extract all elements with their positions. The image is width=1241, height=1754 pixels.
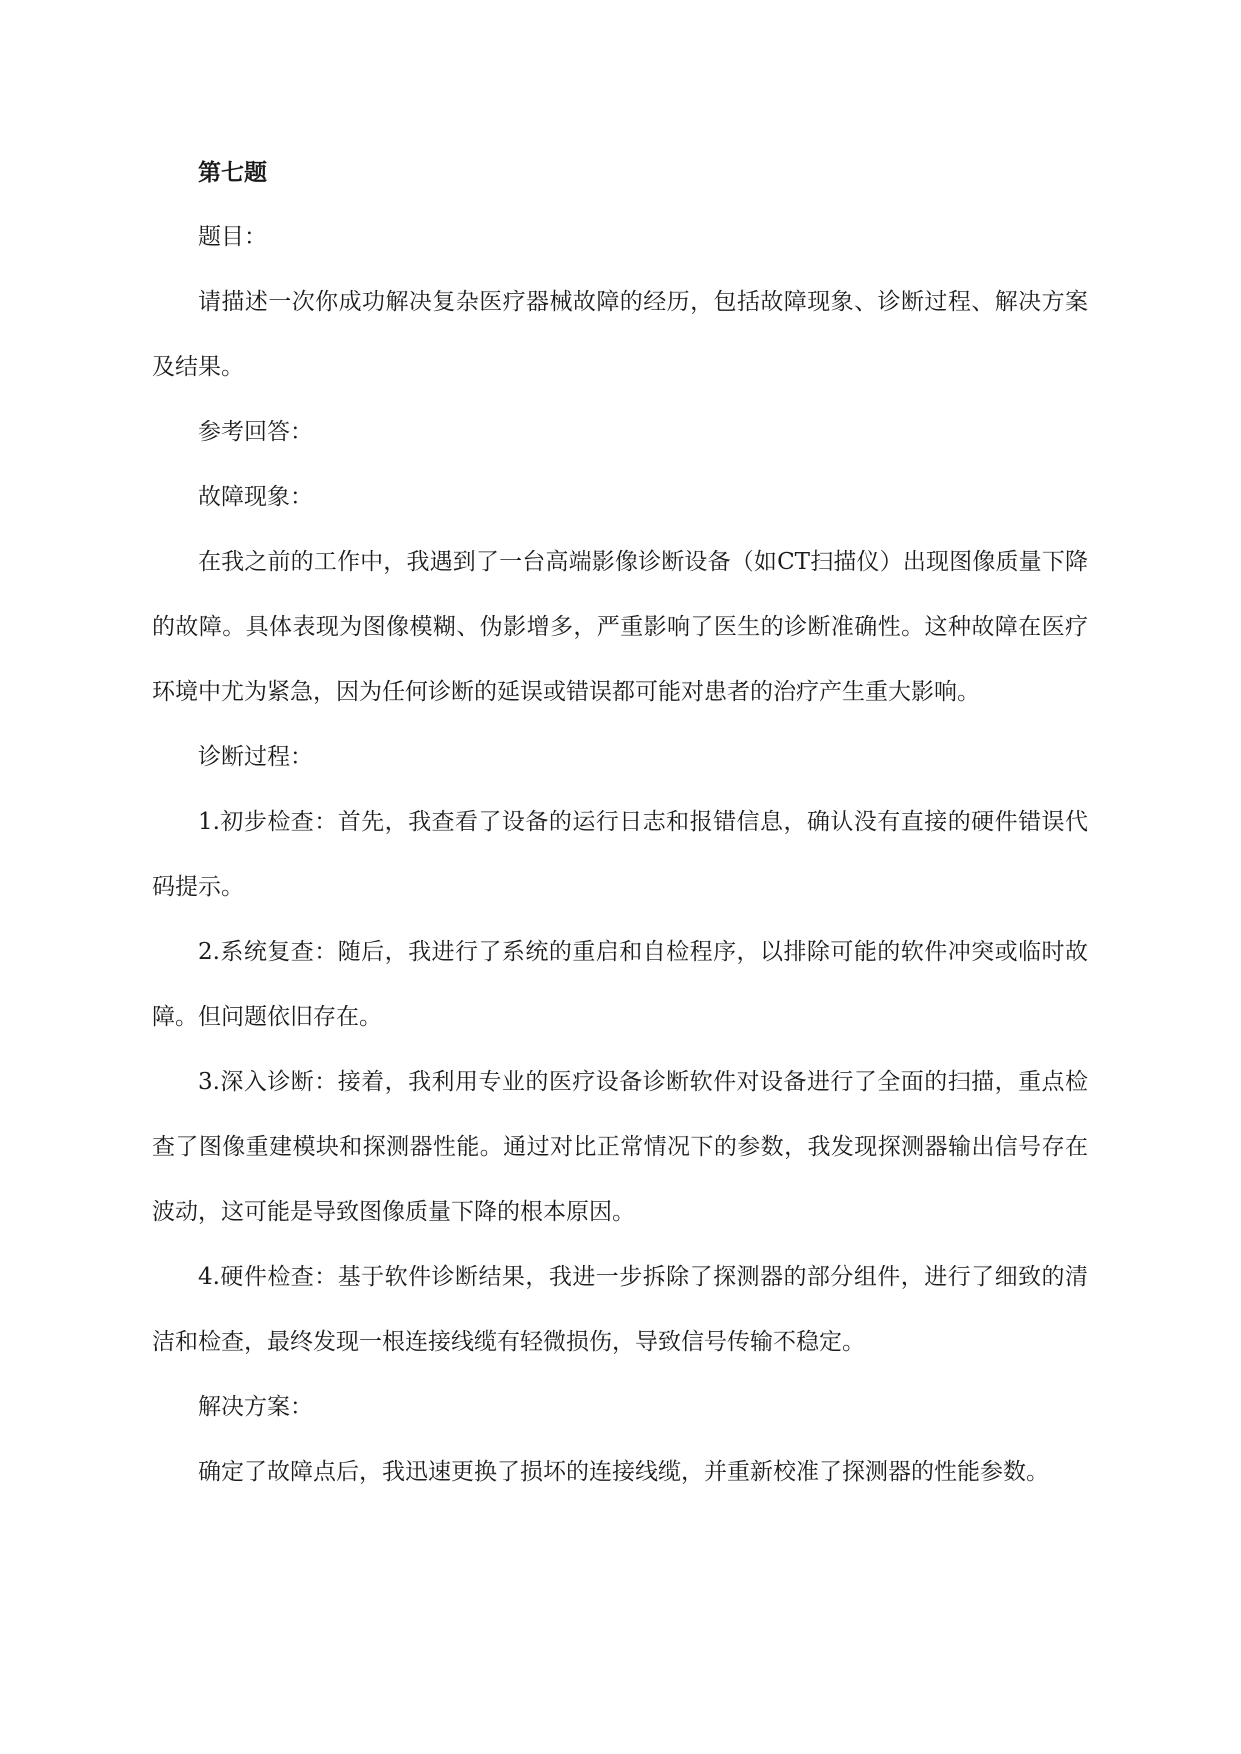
fault-text: 在我之前的工作中，我遇到了一台高端影像诊断设备（如CT扫描仪）出现图像质量下降的故障。具体表现为图像模糊、伪影增多，严重影响了医生的诊断准确性。这种故障在医疗环境中尤为紧急，因为任何诊断的延误或错误都可能对患者的治疗产生重大影响。 — [152, 549, 1088, 705]
solution-text: 确定了故障点后，我迅速更换了损坏的连接线缆，并重新校准了探测器的性能参数。 — [198, 1459, 1049, 1485]
fault-label: 故障现象： — [198, 484, 313, 510]
question-text: 请描述一次你成功解决复杂医疗器械故障的经历，包括故障现象、诊断过程、解决方案及结果。 — [152, 289, 1088, 380]
answer-label: 参考回答： — [198, 419, 313, 445]
diagnosis-label: 诊断过程： — [198, 744, 313, 770]
diagnosis-step-4: 4.硬件检查：基于软件诊断结果，我进一步拆除了探测器的部分组件，进行了细致的清洁和检查，最终发现一根连接线缆有轻微损伤，导致信号传输不稳定。 — [152, 1264, 1088, 1355]
solution-label: 解决方案： — [198, 1394, 313, 1420]
page-title: 第七题 — [198, 159, 267, 186]
diagnosis-step-2: 2.系统复查：随后，我进行了系统的重启和自检程序，以排除可能的软件冲突或临时故障。但问题依旧存在。 — [152, 939, 1088, 1030]
diagnosis-step-1: 1.初步检查：首先，我查看了设备的运行日志和报错信息，确认没有直接的硬件错误代码提示。 — [152, 809, 1088, 900]
document-body — [152, 140, 1088, 1505]
question-label: 题目： — [198, 224, 267, 250]
diagnosis-step-3: 3.深入诊断：接着，我利用专业的医疗设备诊断软件对设备进行了全面的扫描，重点检查了图像重建模块和探测器性能。通过对比正常情况下的参数，我发现探测器输出信号存在波动，这可能是导致图像质量下降的根本原因。 — [152, 1069, 1088, 1225]
